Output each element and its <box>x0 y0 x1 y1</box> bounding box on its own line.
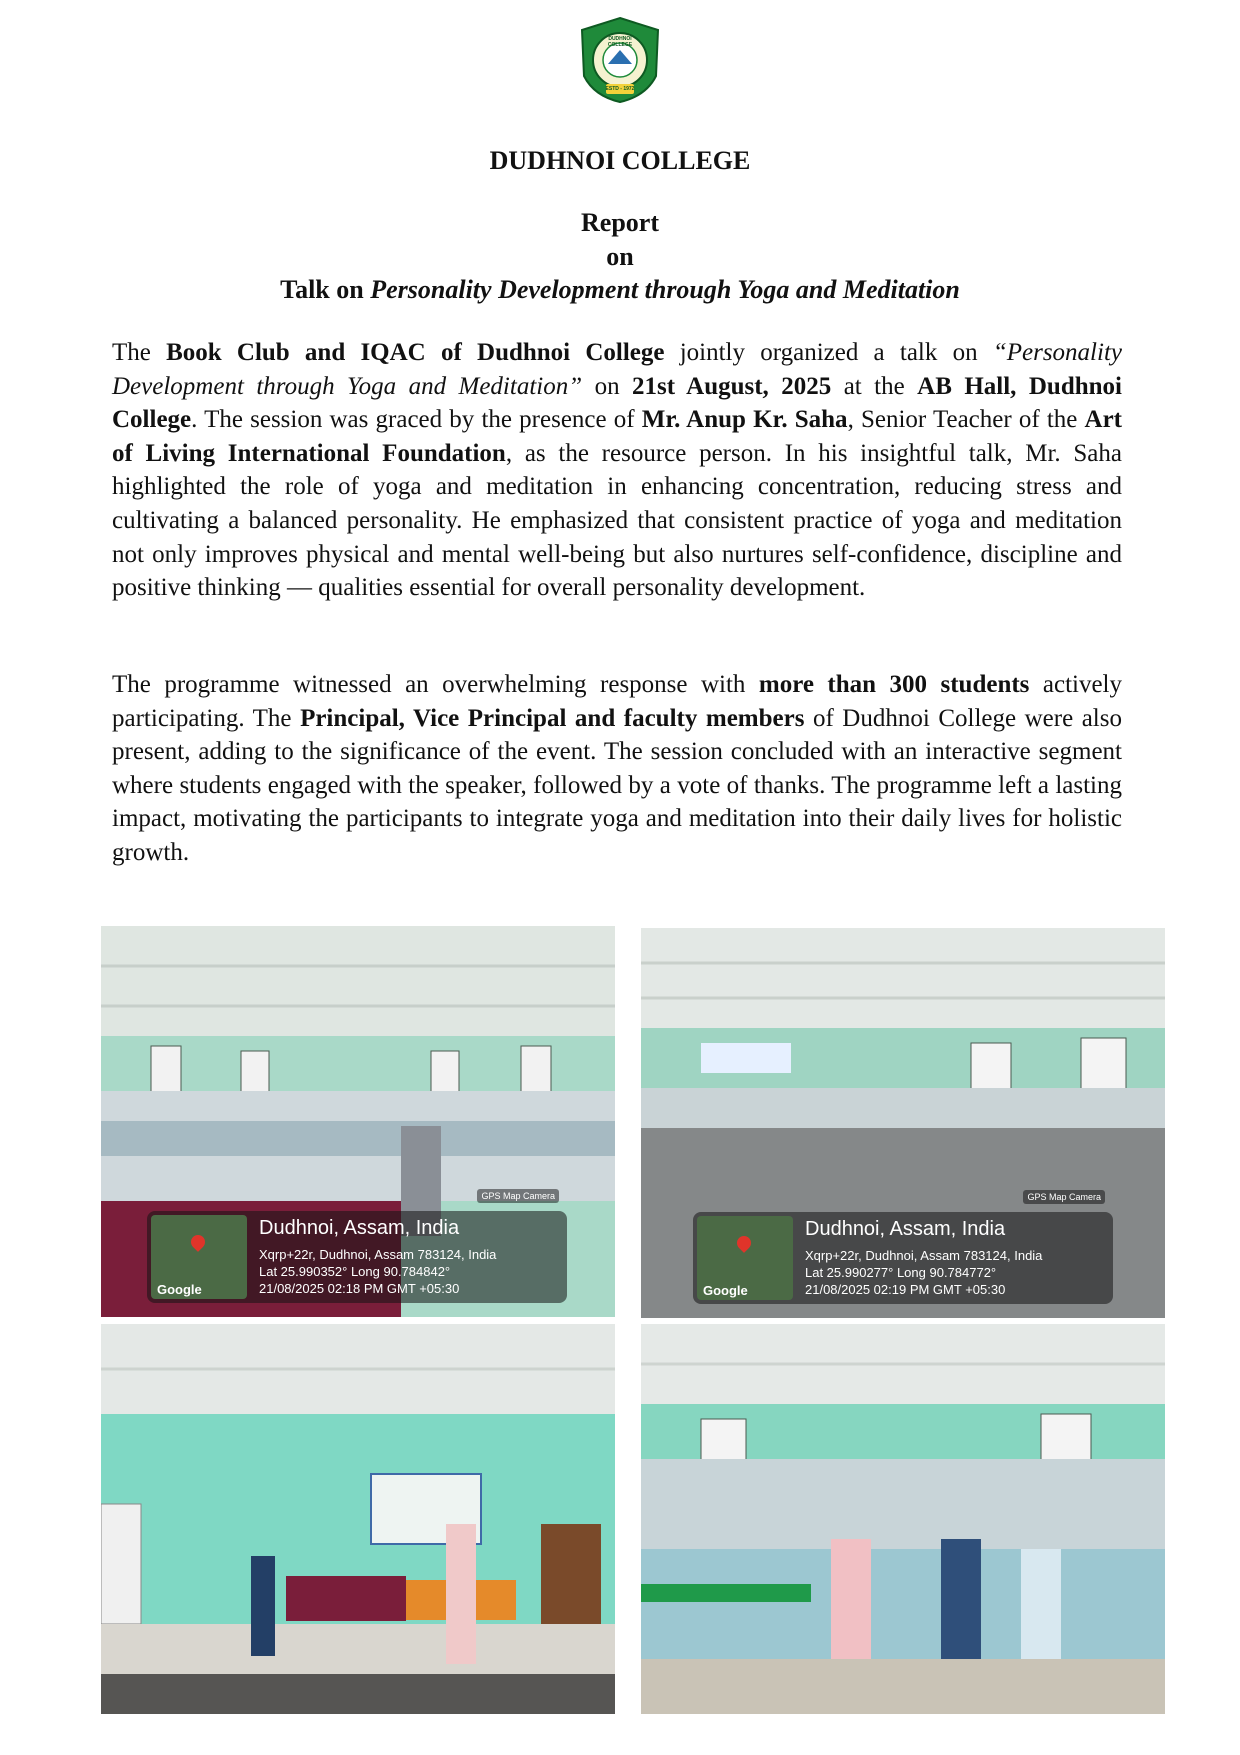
google-label: Google <box>703 1283 748 1298</box>
paragraph-2 <box>112 668 1122 870</box>
p1-bold-date: 21st August, 2025 <box>632 372 832 400</box>
event-photo-group <box>641 1324 1165 1714</box>
p1-bold-venue: AB Hall, Dudhnoi College <box>112 372 1122 434</box>
gps-datetime: 21/08/2025 02:19 PM GMT +05:30 <box>805 1282 1006 1297</box>
p1-text-4: at the <box>831 372 918 400</box>
college-name: DUDHNOI COLLEGE <box>489 146 751 175</box>
gps-address: Xqrp+22r, Dudhnoi, Assam 783124, India <box>259 1247 497 1262</box>
gps-mini-map <box>697 1216 793 1300</box>
gps-datetime: 21/08/2025 02:18 PM GMT +05:30 <box>259 1281 460 1296</box>
gps-camera-tag: GPS Map Camera <box>1023 1190 1105 1204</box>
event-photo-stage <box>101 1324 615 1714</box>
college-logo <box>576 16 664 104</box>
paragraph-1 <box>112 336 1122 605</box>
gps-camera-tag: GPS Map Camera <box>477 1189 559 1203</box>
p2-bold-students: more than 300 students <box>758 671 1030 698</box>
p1-text-6: , Senior Teacher of the <box>847 406 1085 434</box>
p2-bold-faculty: Principal, Vice Principal and faculty members <box>300 704 805 732</box>
report-title-italic: Personality Development through Yoga and Meditation <box>370 275 960 304</box>
gps-coords: Lat 25.990277° Long 90.784772° <box>805 1265 997 1280</box>
p1-bold-organizers: Book Club and IQAC of Dudhnoi College <box>166 339 665 366</box>
p1-italic-topic: “Personality Development through Yoga and Meditation” <box>112 339 1122 400</box>
gps-address: Xqrp+22r, Dudhnoi, Assam 783124, India <box>805 1248 1043 1263</box>
p1-bold-foundation: Art of Living International Foundation <box>112 406 1122 467</box>
gps-coords: Lat 25.990352° Long 90.784842° <box>259 1264 451 1279</box>
google-label: Google <box>157 1282 202 1297</box>
report-label: Report <box>581 208 659 237</box>
p1-text-1: The <box>112 339 167 366</box>
p1-bold-speaker: Mr. Anup Kr. Saha <box>641 406 848 434</box>
logo-estd-text: ESTD - 1972 <box>605 86 635 92</box>
gps-city: Dudhnoi, Assam, India <box>259 1217 460 1239</box>
p2-text-2: actively participating. The <box>112 671 1122 732</box>
p1-text-5: . The session was graced by the presence of <box>191 406 642 434</box>
p1-text-3: on <box>582 372 633 400</box>
report-title <box>0 275 1240 305</box>
event-photo-audience-2 <box>641 928 1165 1318</box>
map-pin-icon <box>188 1232 208 1252</box>
gps-overlay <box>147 1191 567 1303</box>
p1-text-2: jointly organized a talk on <box>664 339 993 366</box>
p1-text-7: , as the resource person. In his insightful talk, Mr. Saha highlighted the role of yoga and meditation in enhancing concentration, reducing stress and cultivating a balanced personality. He emphasized that consistent practice of yoga and meditation not only improves physical and mental well-being but also nurtures self-confidence, discipline and positive thinking — qualities essential for overall personality development. <box>112 439 1122 602</box>
event-photo-audience-1 <box>101 926 615 1317</box>
on-label: on <box>606 242 634 271</box>
gps-mini-map <box>151 1215 247 1299</box>
gps-overlay <box>693 1192 1113 1304</box>
report-title-prefix: Talk on <box>280 275 371 304</box>
p2-text-1: The programme witnessed an overwhelming response with <box>112 671 759 698</box>
p2-text-3: of Dudhnoi College were also present, adding to the significance of the event. The session concluded with an interactive segment where students engaged with the speaker, followed by a vote of thanks. The programme left a lasting impact, motivating the participants to integrate yoga and meditation into their daily lives for holistic growth. <box>112 704 1122 866</box>
map-pin-icon <box>734 1233 754 1253</box>
gps-city: Dudhnoi, Assam, India <box>805 1218 1006 1240</box>
logo-ring-text: DUDHNOI COLLEGE <box>607 36 633 48</box>
